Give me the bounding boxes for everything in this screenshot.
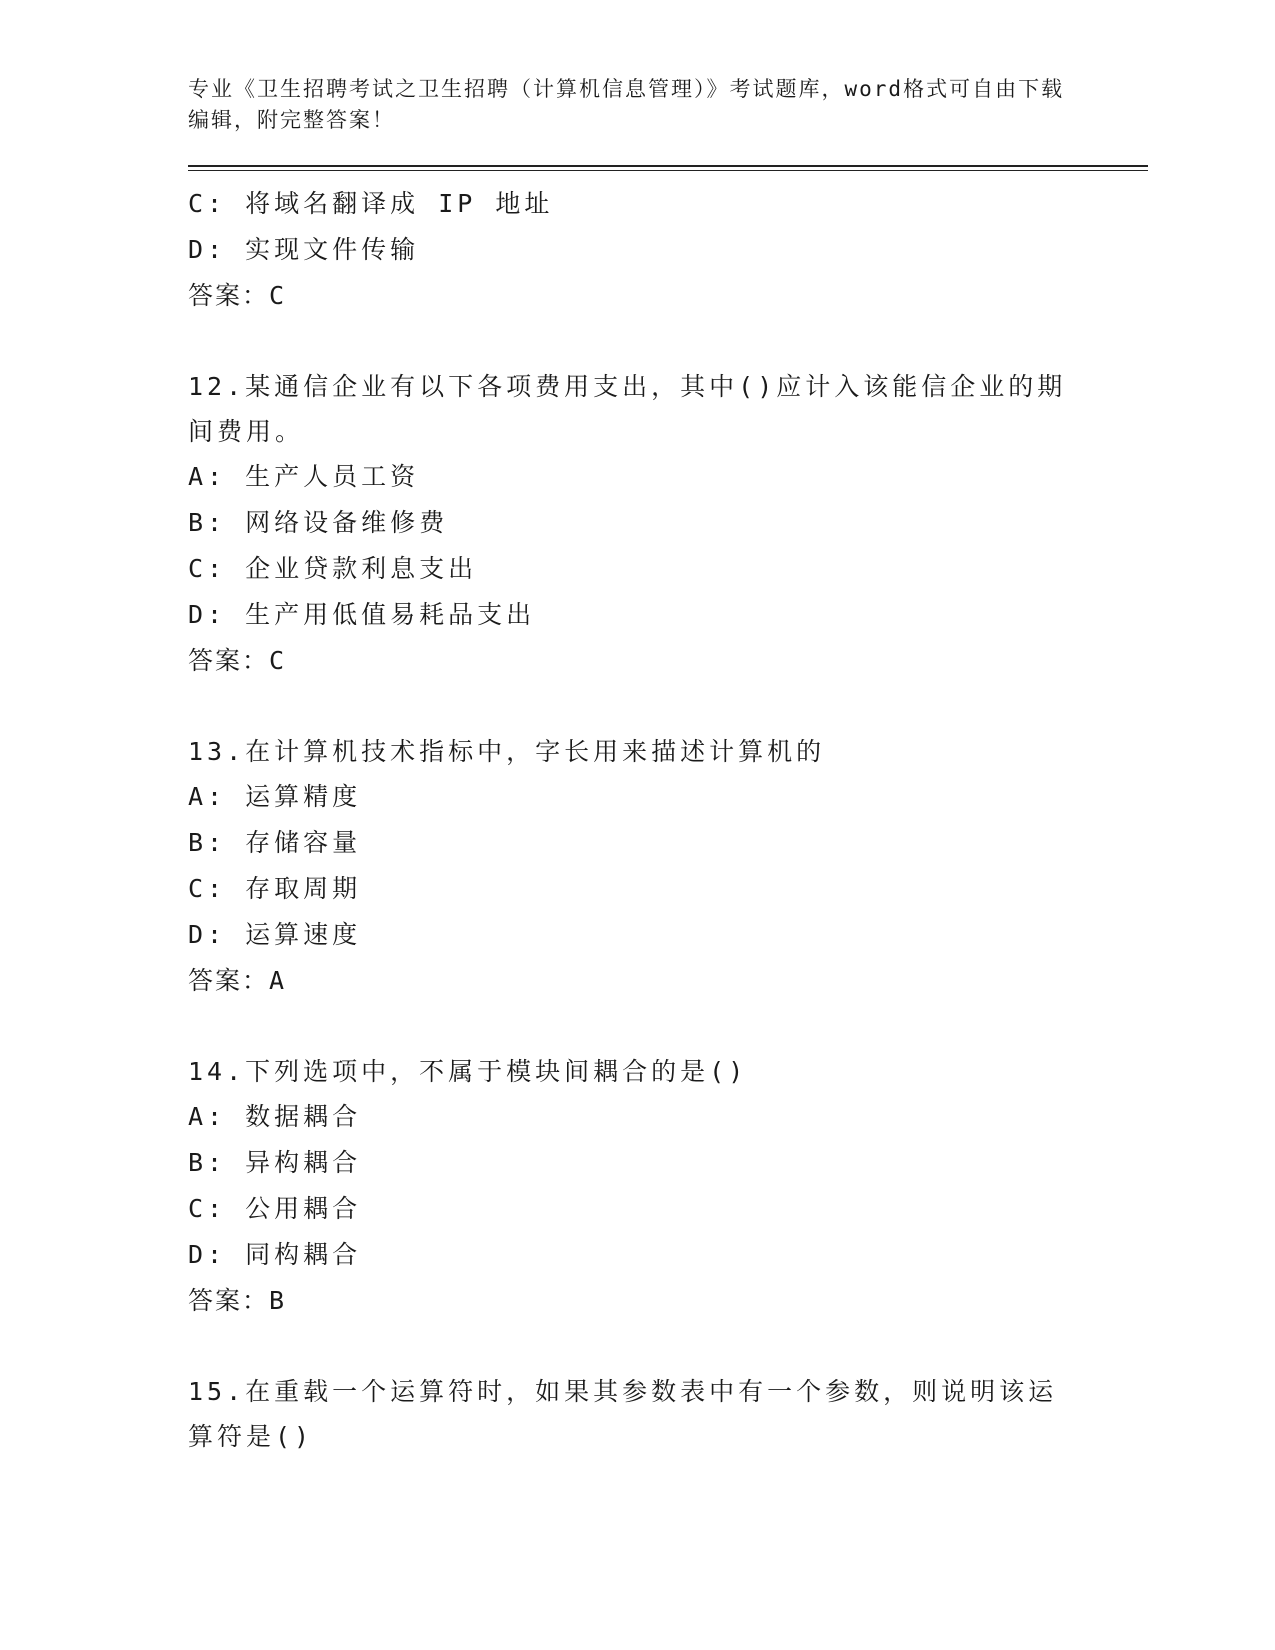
question-12 <box>188 364 1148 684</box>
option-b: B: 异构耦合 <box>188 1148 362 1177</box>
answer: 答案：B <box>188 1286 287 1315</box>
question-list <box>188 181 1148 1459</box>
option-d: D: 实现文件传输 <box>188 235 420 264</box>
question-15 <box>188 1369 1148 1459</box>
question-11 <box>188 181 1148 319</box>
option-a: A: 生产人员工资 <box>188 462 420 491</box>
option-b: B: 网络设备维修费 <box>188 508 449 537</box>
option-a: A: 数据耦合 <box>188 1102 362 1131</box>
answer: 答案：C <box>188 281 287 310</box>
option-c: C: 存取周期 <box>188 874 362 903</box>
question-stem: 15.在重载一个运算符时，如果其参数表中有一个参数，则说明该运算符是() <box>188 1377 1058 1451</box>
divider-thin-line <box>188 170 1148 171</box>
question-stem: 13.在计算机技术指标中，字长用来描述计算机的 <box>188 737 826 766</box>
option-d: D: 运算速度 <box>188 920 362 949</box>
option-c: C: 公用耦合 <box>188 1194 362 1223</box>
option-a: A: 运算精度 <box>188 782 362 811</box>
option-d: D: 生产用低值易耗品支出 <box>188 600 536 629</box>
answer: 答案：C <box>188 646 287 675</box>
option-b: B: 存储容量 <box>188 828 362 857</box>
option-c: C: 将域名翻译成 IP 地址 <box>188 189 554 218</box>
option-d: D: 同构耦合 <box>188 1240 362 1269</box>
question-13 <box>188 729 1148 1004</box>
document-page <box>188 74 1148 1459</box>
question-stem: 14.下列选项中，不属于模块间耦合的是() <box>188 1057 748 1086</box>
question-stem: 12.某通信企业有以下各项费用支出，其中()应计入该能信企业的期间费用。 <box>188 372 1067 446</box>
divider-thick-line <box>188 165 1148 167</box>
question-14 <box>188 1049 1148 1324</box>
option-c: C: 企业贷款利息支出 <box>188 554 478 583</box>
header-divider <box>188 165 1148 171</box>
document-header: 专业《卫生招聘考试之卫生招聘（计算机信息管理）》考试题库，word格式可自由下载编辑，附完整答案！ <box>188 77 1065 132</box>
answer: 答案：A <box>188 966 287 995</box>
